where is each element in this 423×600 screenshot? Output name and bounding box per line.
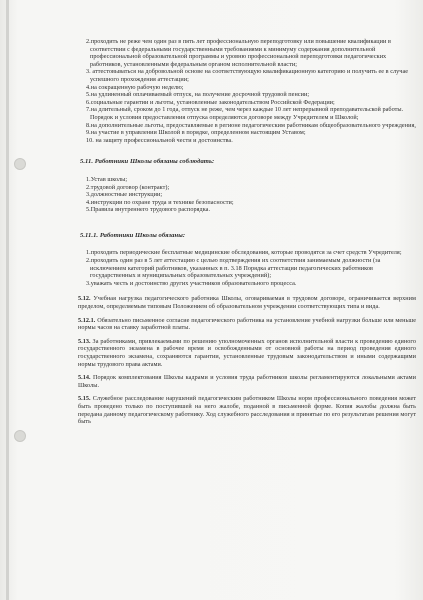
list-item: 3.уважать честь и достоинство других участников образовательного процесса. [86,279,297,287]
section-heading-5-11: 5.11. Работники Школы обязаны соблюдать: [80,158,215,166]
rights-list [86,38,416,144]
list-item: 3.должностные инструкции; [86,191,163,199]
list-item: 8.на дополнительные льготы, предоставляемые в регионе педагогическим работникам общеобразовательного учреждения, [86,121,416,129]
list-item: 1.проходить периодические бесплатные медицинские обследования, которые проводятся за счет средств Учредителя; [86,249,402,257]
list-item: 7.на длительный, сроком до 1 года, отпуск не реже, чем через каждые 10 лет непрерывной преподавательской работы. Порядок и условия предоставления отпуска определяются договоре между Учредителем и Школой; [86,106,404,121]
duties-list [86,249,416,287]
paragraph [78,295,416,310]
list-item: 2.трудовой договор (контракт); [86,183,170,191]
paragraph-text: Учебная нагрузка педагогического работника Школы, оговариваемая в трудовом договоре, ограничивается верхним пределом, определяемым типовым Положением об образовательном учреждении соответствующих типа и вида. [78,295,416,311]
paragraph-text: За работниками, привлекаемыми по решению уполномоченных органов исполнительной власти к проведению единого государственного экзамена в рабочее время и освобожденными от основной работы на период проведения единого государственного экзамена, сохраняются гарантии, установленные трудовым законодательством и иными содержащими нормы трудового права актами. [78,337,416,368]
paragraph-number: 5.15. [78,395,91,403]
paragraph [78,374,416,389]
punch-hole [14,430,26,442]
paragraph-number: 5.13. [78,337,91,345]
list-item: 5.Правила внутреннего трудового распорядка. [86,206,211,214]
list-item: 9.на участие в управлении Школой в порядке, определенном настоящим Уставом; [86,129,306,137]
paragraph-number: 5.12. [78,295,91,303]
list-item: 10. на защиту профессиональной чести и достоинства. [86,136,233,144]
paragraph [78,395,416,425]
list-item: 4.инструкции по охране труда и технике безопасности; [86,198,234,206]
paragraph-text: Обязательно письменное согласие педагогического работника на установление учебной нагрузки больше или меньше нормы часов на ставку заработной платы. [78,316,416,332]
paragraph-text: Служебное расследование нарушений педагогическим работником Школы норм профессионального поведения может быть проведено только по поступившей на него жалобе, поданной в письменной форме. Копия жалобы должна быть передана данному педагогическому работнику. Ход служебного расследования и принятые по его результатам решения могут быть [78,395,416,426]
list-item: 4.на сокращенную рабочую неделю; [86,83,184,91]
paragraph-block [78,295,416,426]
list-item: 5.на удлиненный оплачиваемый отпуск, на получение досрочной трудовой пенсии; [86,91,310,99]
document-content [78,38,416,432]
punch-hole [14,158,26,170]
list-item: 3. аттестовываться на добровольной основе на соответствующую квалификационную категорию и получить ее в случае успешного прохождения аттестации; [86,68,409,83]
list-item: 6.социальные гарантии и льготы, установленные законодательством Российской Федерации; [86,98,335,106]
binding-edge [6,0,9,600]
list-item: 2.проходить один раз в 5 лет аттестацию с целью подтверждения их соответствия занимаемым должности (за исключением категорий работников, указанных в п. 3.18 Порядка аттестации педагогических работников государственных и муниципальных образовательных учреждений); [86,257,381,280]
paragraph-text: Порядок комплектования Школы кадрами и условия труда работников школы регламентируются локальными актами Школы. [78,374,416,389]
paragraph-number: 5.12.1. [78,316,96,324]
list-item: 1.Устав школы; [86,175,128,183]
section-heading-5-11-1: 5.11.1. Работники Школы обязаны: [80,231,186,239]
paragraph [78,317,416,332]
list-item: 2.проходить не реже чем один раз в пять лет профессиональную переподготовку или повышение квалификации в соответствии с федеральными государственными требованиями к минимуму содержания дополнительной профессиональной образовательной программы и уровню профессиональной переподготовки педагогических работников, установленными федеральным органом исполнительной власти; [86,38,391,68]
paragraph [78,338,416,368]
obligations-list [86,176,416,214]
paragraph-number: 5.14. [78,374,91,382]
